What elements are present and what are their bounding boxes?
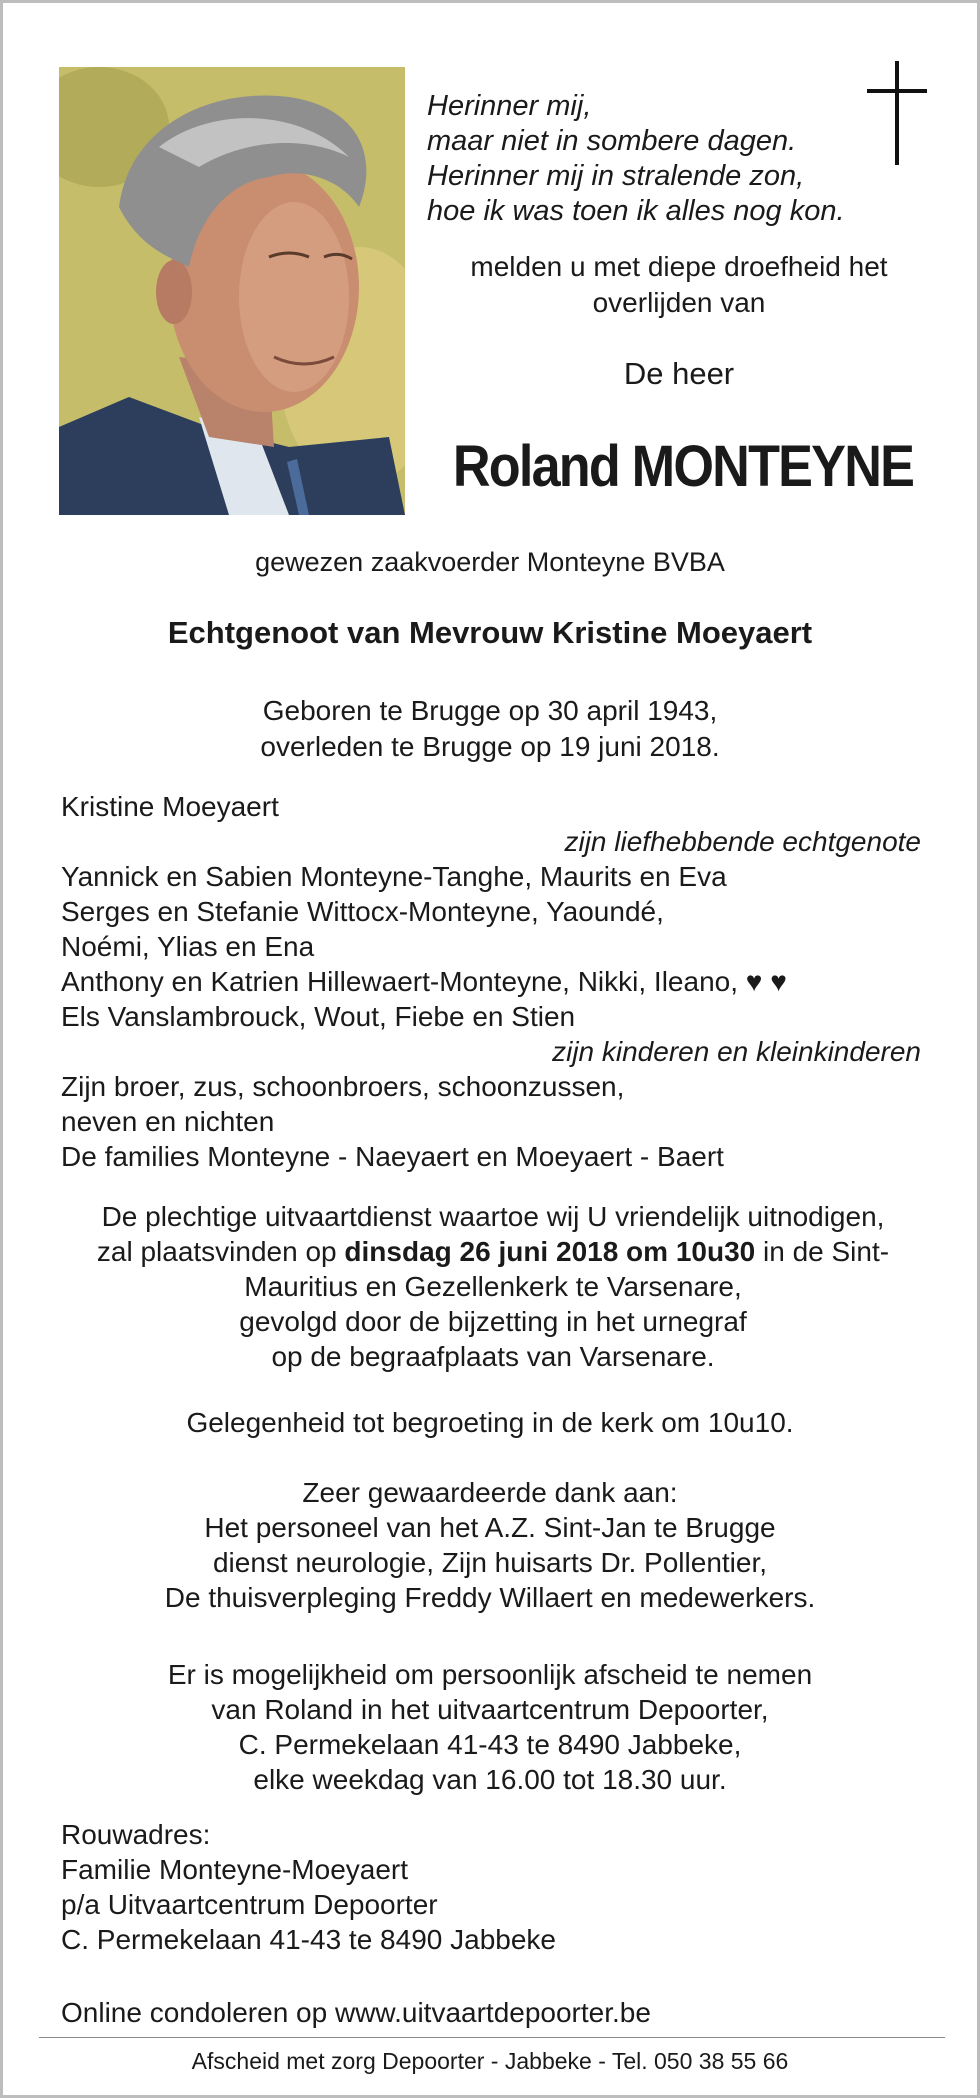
farewell-line: Er is mogelijkheid om persoonlijk afscheid te nemen xyxy=(167,1659,813,1690)
family-line: Serges en Stefanie Wittocx-Monteyne, Yaoundé, xyxy=(61,896,664,927)
footer-divider xyxy=(39,2037,945,2038)
family-line: Zijn broer, zus, schoonbroers, schoonzussen, xyxy=(61,1071,625,1102)
address-line: C. Permekelaan 41-43 te 8490 Jabbeke xyxy=(61,1924,556,1955)
announcement xyxy=(423,249,935,321)
former-role: gewezen zaakvoerder Monteyne BVBA xyxy=(255,547,725,577)
farewell-line: van Roland in het uitvaartcentrum Depoorter, xyxy=(211,1694,769,1725)
portrait-photo xyxy=(59,67,405,515)
family-line: Noémi, Ylias en Ena xyxy=(61,931,315,962)
deceased-name: Roland MONTEYNE xyxy=(452,434,914,499)
family-line: Yannick en Sabien Monteyne-Tanghe, Maurits en Eva xyxy=(61,861,727,892)
farewell-info xyxy=(3,1657,977,1797)
address-line: p/a Uitvaartcentrum Depoorter xyxy=(61,1889,438,1920)
family-line: De families Monteyne - Naeyaert en Moeyaert - Baert xyxy=(61,1141,724,1172)
family-relation: zijn kinderen en kleinkinderen xyxy=(552,1036,921,1067)
thanks-block xyxy=(3,1475,977,1615)
poem xyxy=(427,89,847,229)
farewell-line: elke weekdag van 16.00 tot 18.30 uur. xyxy=(253,1764,727,1795)
thanks-line: De thuisverpleging Freddy Willaert en medewerkers. xyxy=(164,1582,816,1613)
service-text-part1: De plechtige uitvaartdienst waartoe wij U vriendelijk uitnodigen, zal plaatsvinden op xyxy=(96,1201,885,1267)
service-text xyxy=(43,1199,943,1304)
thanks-line: Zeer gewaardeerde dank aan: xyxy=(302,1477,678,1508)
online-condolence: Online condoleren op www.uitvaartdepoorter.be xyxy=(61,1997,651,2028)
thanks-line: dienst neurologie, Zijn huisarts Dr. Pollentier, xyxy=(212,1547,768,1578)
service-datetime: dinsdag 26 juni 2018 om 10u30 xyxy=(344,1236,756,1267)
service-line: gevolgd door de bijzetting in het urnegraf xyxy=(239,1306,747,1337)
family-list xyxy=(61,789,921,1174)
footer-text: Afscheid met zorg Depoorter - Jabbeke - Tel. 050 38 55 66 xyxy=(191,2048,789,2074)
thanks-line: Het personeel van het A.Z. Sint-Jan te Brugge xyxy=(204,1512,776,1543)
life-dates xyxy=(3,693,977,765)
family-line: neven en nichten xyxy=(61,1106,275,1137)
farewell-line: C. Permekelaan 41-43 te 8490 Jabbeke, xyxy=(238,1729,742,1760)
family-line: Anthony en Katrien Hillewaert-Monteyne, Nikki, Ileano, ♥ ♥ xyxy=(61,966,787,997)
address-line: Familie Monteyne-Moeyaert xyxy=(61,1854,409,1885)
family-relation: zijn liefhebbende echtgenote xyxy=(564,826,921,857)
service-text-part2: in de Sint-Mauritius en Gezellenkerk te Varsenare, xyxy=(244,1236,890,1302)
title-prefix: De heer xyxy=(623,356,735,391)
greeting-info: Gelegenheid tot begroeting in de kerk om 10u10. xyxy=(186,1407,794,1438)
announcement-line: melden u met diepe droefheid het xyxy=(470,251,888,282)
poem-line: maar niet in sombere dagen. xyxy=(427,125,797,157)
poem-line: Herinner mij in stralende zon, xyxy=(427,160,805,192)
service-line: op de begraafplaats van Varsenare. xyxy=(271,1341,715,1372)
family-line: Kristine Moeyaert xyxy=(61,791,279,822)
poem-line: hoe ik was toen ik alles nog kon. xyxy=(427,195,845,227)
death-line: overleden te Brugge op 19 juni 2018. xyxy=(260,731,720,762)
family-line: Els Vanslambrouck, Wout, Fiebe en Stien xyxy=(61,1001,576,1032)
announcement-line: overlijden van xyxy=(592,287,766,318)
cross-icon xyxy=(867,61,927,165)
funeral-service xyxy=(43,1199,943,1374)
address-line: Rouwadres: xyxy=(61,1819,211,1850)
mourning-address xyxy=(61,1817,861,1957)
spouse-line: Echtgenoot van Mevrouw Kristine Moeyaert xyxy=(167,615,813,650)
poem-line: Herinner mij, xyxy=(427,90,592,122)
birth-line: Geboren te Brugge op 30 april 1943, xyxy=(262,695,718,726)
